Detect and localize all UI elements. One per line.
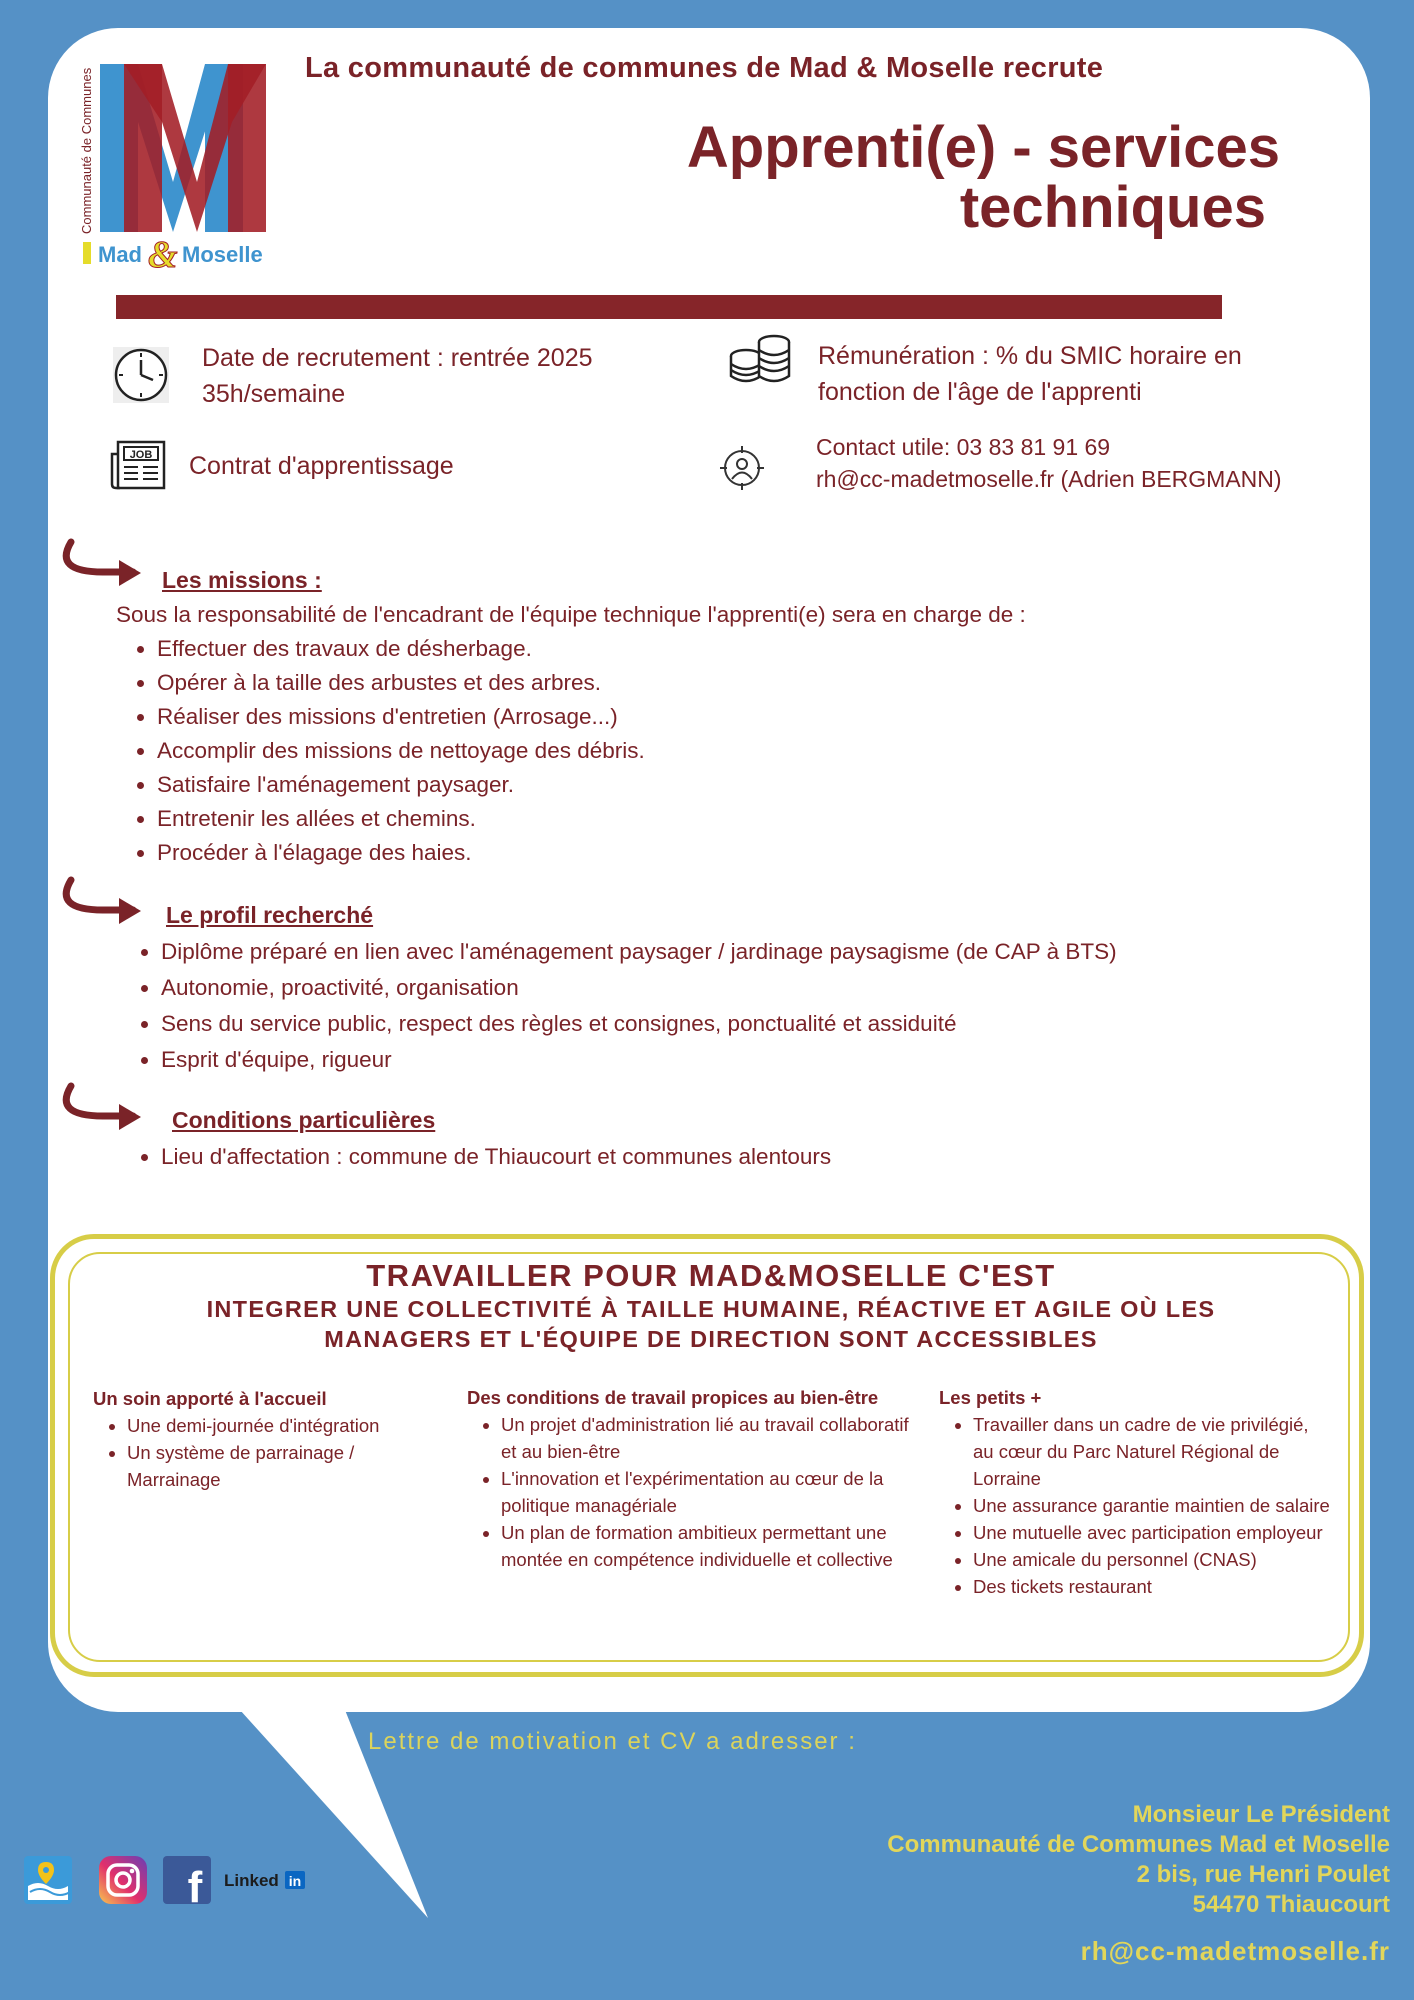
list-item: • Travailler dans un cadre de vie privilégié, au cœur du Parc Naturel Régional de Lorraine	[973, 1411, 1334, 1492]
benefits-subtitle-line2: MANAGERS ET L'ÉQUIPE DE DIRECTION SONT ACCESSIBLES	[324, 1326, 1098, 1352]
conditions-list	[121, 1139, 831, 1175]
target-person-icon	[718, 444, 766, 492]
list-item: • Procéder à l'élagage des haies.	[157, 836, 645, 870]
list-item: • Esprit d'équipe, rigueur	[161, 1042, 1117, 1078]
svg-text:Communauté de Communes: Communauté de Communes	[79, 67, 94, 234]
missions-intro: Sous la responsabilité de l'encadrant de l'équipe technique l'apprenti(e) sera en charge de :	[116, 602, 1026, 627]
address-line: 2 bis, rue Henri Poulet	[1136, 1861, 1390, 1888]
list-item: • Un plan de formation ambitieux permettant une montée en compétence individuelle et collective	[501, 1519, 927, 1573]
conditions-heading: Conditions particulières	[172, 1107, 436, 1133]
column-list	[939, 1411, 1334, 1600]
column-list	[93, 1412, 433, 1493]
list-item: • Satisfaire l'aménagement paysager.	[157, 768, 645, 802]
list-item: • Une assurance garantie maintien de salaire	[973, 1492, 1334, 1519]
benefits-subtitle-line1: INTEGRER UNE COLLECTIVITÉ À TAILLE HUMAINE, RÉACTIVE ET AGILE OÙ LES	[206, 1296, 1216, 1322]
column-heading: Des conditions de travail propices au bien-être	[467, 1387, 879, 1408]
list-item: • Opérer à la taille des arbustes et des arbres.	[157, 666, 645, 700]
footer-email-link[interactable]: rh@cc-madetmoselle.fr	[1080, 1936, 1390, 1966]
contact-email[interactable]: rh@cc-madetmoselle.fr (Adrien BERGMANN)	[816, 466, 1282, 492]
svg-text:in: in	[288, 1873, 302, 1889]
postal-address	[887, 1800, 1390, 1920]
curved-arrow-icon	[55, 536, 145, 596]
recruitment-date-text: Date de recrutement : rentrée 2025	[202, 344, 593, 372]
map-location-icon[interactable]	[24, 1856, 72, 1904]
org-recruits-heading: La communauté de communes de Mad & Moselle recrute	[305, 52, 1104, 84]
job-title	[560, 115, 1280, 240]
address-line: Communauté de Communes Mad et Moselle	[887, 1831, 1390, 1858]
coins-icon	[728, 334, 792, 386]
weekly-hours-text: 35h/semaine	[202, 380, 346, 408]
application-instructions: Lettre de motivation et CV a adresser :	[368, 1728, 857, 1755]
address-line: 54470 Thiaucourt	[1192, 1891, 1390, 1918]
list-item: • L'innovation et l'expérimentation au cœur de la politique managériale	[501, 1465, 927, 1519]
job-title-line2: techniques	[959, 175, 1266, 240]
contact-phone: Contact utile: 03 83 81 91 69	[816, 434, 1111, 460]
job-newspaper-icon	[110, 440, 166, 492]
list-item: • Diplôme préparé en lien avec l'aménagement paysager / jardinage paysagisme (de CAP à BTS)	[161, 934, 1117, 970]
benefits-title: TRAVAILLER POUR MAD&MOSELLE C'EST	[366, 1258, 1056, 1293]
job-title-line1: Apprenti(e) - services	[686, 115, 1280, 180]
profile-heading: Le profil recherché	[166, 902, 374, 928]
svg-text:f: f	[187, 1863, 203, 1904]
list-item: • Accomplir des missions de nettoyage des débris.	[157, 734, 645, 768]
benefits-column-welcome	[93, 1388, 433, 1493]
curved-arrow-icon	[55, 1080, 145, 1140]
pay-line-1: Rémunération : % du SMIC horaire en	[818, 342, 1242, 370]
list-item: • Effectuer des travaux de désherbage.	[157, 632, 645, 666]
list-item: • Réaliser des missions d'entretien (Arrosage...)	[157, 700, 645, 734]
list-item: • Lieu d'affectation : commune de Thiaucourt et communes alentours	[161, 1139, 831, 1175]
mad-moselle-logo	[78, 62, 288, 270]
list-item: • Autonomie, proactivité, organisation	[161, 970, 1117, 1006]
contact-info	[816, 431, 1282, 495]
recruitment-date	[202, 340, 593, 412]
column-heading: Les petits +	[939, 1387, 1042, 1408]
svg-text:Mad: Mad	[98, 242, 142, 267]
contract-type: Contrat d'apprentissage	[189, 452, 454, 480]
column-list	[467, 1411, 927, 1573]
curved-arrow-icon	[55, 874, 145, 934]
svg-text:Moselle: Moselle	[182, 242, 263, 267]
pay-info	[818, 338, 1242, 410]
list-item: • Sens du service public, respect des règles et consignes, ponctualité et assiduité	[161, 1006, 1117, 1042]
list-item: • Une amicale du personnel (CNAS)	[973, 1546, 1334, 1573]
clock-icon	[113, 347, 169, 403]
title-divider-bar	[116, 295, 1222, 319]
list-item: • Entretenir les allées et chemins.	[157, 802, 645, 836]
pay-line-2: fonction de l'âge de l'apprenti	[818, 378, 1142, 406]
svg-text:&: &	[148, 234, 178, 270]
svg-text:Linked: Linked	[224, 1871, 279, 1890]
address-line: Monsieur Le Président	[1132, 1801, 1390, 1828]
benefits-column-conditions	[467, 1387, 927, 1573]
instagram-icon[interactable]	[99, 1856, 147, 1904]
facebook-icon[interactable]	[163, 1856, 211, 1904]
missions-heading: Les missions :	[162, 567, 322, 593]
svg-text:JOB: JOB	[129, 449, 153, 461]
column-heading: Un soin apporté à l'accueil	[93, 1388, 327, 1409]
profile-list	[121, 934, 1117, 1078]
list-item: • Un système de parrainage / Marrainage	[127, 1439, 433, 1493]
list-item: • Des tickets restaurant	[973, 1573, 1334, 1600]
benefits-column-extras	[939, 1387, 1334, 1600]
linkedin-icon[interactable]	[222, 1866, 308, 1894]
list-item: • Une demi-journée d'intégration	[127, 1412, 433, 1439]
benefits-subtitle	[100, 1294, 1322, 1354]
missions-list	[117, 632, 645, 870]
list-item: • Un projet d'administration lié au travail collaboratif et au bien-être	[501, 1411, 927, 1465]
list-item: • Une mutuelle avec participation employeur	[973, 1519, 1334, 1546]
